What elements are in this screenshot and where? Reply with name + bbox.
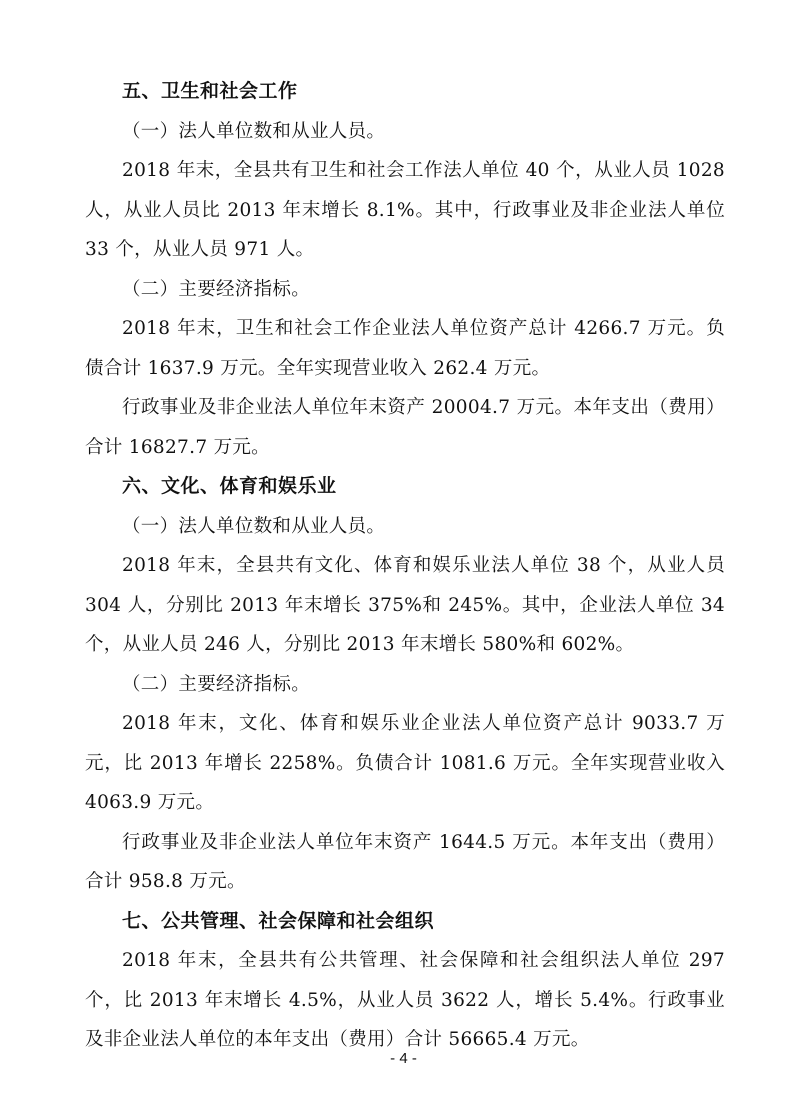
subheading-units-staff: （一）法人单位数和从业人员。 [122, 515, 386, 537]
section-heading-health: 五、卫生和社会工作 [122, 80, 298, 102]
section-heading-culture: 六、文化、体育和娱乐业 [122, 475, 337, 497]
paragraph: 2018 年末，全县共有卫生和社会工作法人单位 40 个，从业人员 1028 人，从业人员比 2013 年末增长 8.1%。其中，行政事业及非企业法人单位 33 个，从业人员 971 人。 [85, 160, 725, 260]
paragraph: 2018 年末，全县共有文化、体育和娱乐业法人单位 38 个，从业人员 304 人，分别比 2013 年末增长 375%和 245%。其中，企业法人单位 34 个，从业人员 246 人，分别比 2013 年末增长 580%和 602%。 [85, 555, 725, 655]
paragraph: 行政事业及非企业法人单位年末资产 1644.5 万元。本年支出（费用）合计 958.8 万元。 [85, 831, 725, 892]
page-number: - 4 - [390, 1050, 417, 1067]
document-body [85, 72, 725, 1060]
section-heading-public-admin: 七、公共管理、社会保障和社会组织 [122, 909, 435, 932]
paragraph: 2018 年末，全县共有公共管理、社会保障和社会组织法人单位 297 个，比 2013 年末增长 4.5%，从业人员 3622 人，增长 5.4%。行政事业及非企业法人单位的本年支出（费用）合计 56665.4 万元。 [85, 950, 725, 1050]
subheading-economic-indicators: （二）主要经济指标。 [122, 278, 311, 300]
paragraph: 2018 年末，卫生和社会工作企业法人单位资产总计 4266.7 万元。负债合计 1637.9 万元。全年实现营业收入 262.4 万元。 [85, 318, 725, 379]
paragraph: 2018 年末，文化、体育和娱乐业企业法人单位资产总计 9033.7 万元，比 2013 年增长 2258%。负债合计 1081.6 万元。全年实现营业收入 4063.9 万元。 [85, 713, 725, 813]
subheading-units-staff: （一）法人单位数和从业人员。 [122, 120, 386, 142]
paragraph: 行政事业及非企业法人单位年末资产 20004.7 万元。本年支出（费用）合计 16827.7 万元。 [85, 397, 725, 458]
subheading-economic-indicators: （二）主要经济指标。 [122, 673, 311, 695]
